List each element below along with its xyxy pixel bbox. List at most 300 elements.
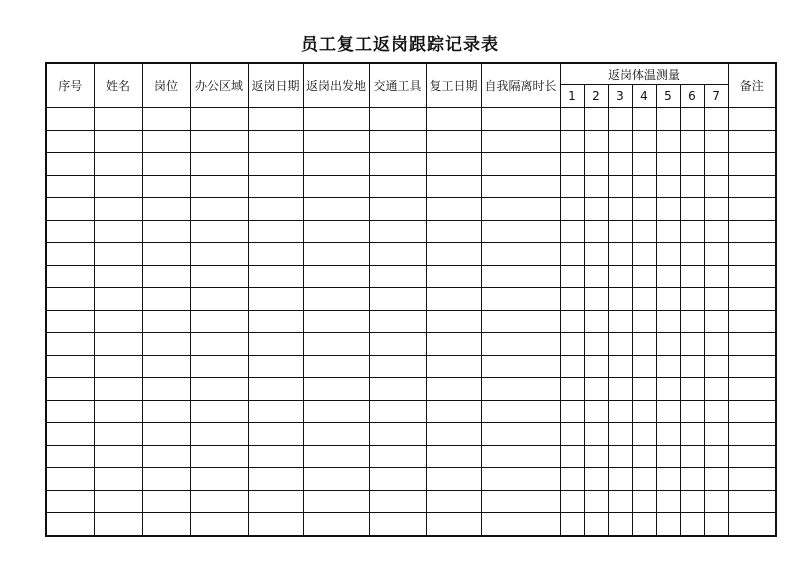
table-cell[interactable]: [94, 265, 142, 288]
table-cell[interactable]: [303, 153, 369, 176]
table-cell[interactable]: [142, 400, 190, 423]
table-cell[interactable]: [632, 243, 656, 266]
table-cell[interactable]: [608, 153, 632, 176]
table-cell[interactable]: [303, 490, 369, 513]
table-cell[interactable]: [46, 355, 94, 378]
table-cell[interactable]: [94, 333, 142, 356]
table-cell[interactable]: [584, 243, 608, 266]
table-cell[interactable]: [632, 265, 656, 288]
table-cell[interactable]: [190, 175, 248, 198]
table-cell[interactable]: [680, 175, 704, 198]
table-cell[interactable]: [426, 265, 481, 288]
table-cell[interactable]: [303, 108, 369, 131]
table-cell[interactable]: [190, 198, 248, 221]
table-cell[interactable]: [369, 220, 426, 243]
table-cell[interactable]: [303, 175, 369, 198]
table-cell[interactable]: [680, 130, 704, 153]
table-cell[interactable]: [303, 513, 369, 536]
table-cell[interactable]: [46, 108, 94, 131]
table-cell[interactable]: [728, 243, 776, 266]
table-cell[interactable]: [608, 175, 632, 198]
table-cell[interactable]: [190, 513, 248, 536]
table-cell[interactable]: [248, 513, 303, 536]
table-cell[interactable]: [632, 423, 656, 446]
table-cell[interactable]: [632, 378, 656, 401]
table-cell[interactable]: [190, 220, 248, 243]
table-cell[interactable]: [248, 265, 303, 288]
table-cell[interactable]: [656, 355, 680, 378]
table-cell[interactable]: [142, 108, 190, 131]
table-cell[interactable]: [728, 378, 776, 401]
table-cell[interactable]: [481, 513, 560, 536]
table-cell[interactable]: [608, 243, 632, 266]
table-cell[interactable]: [190, 355, 248, 378]
table-cell[interactable]: [632, 333, 656, 356]
table-cell[interactable]: [632, 130, 656, 153]
table-cell[interactable]: [94, 445, 142, 468]
table-cell[interactable]: [704, 243, 728, 266]
table-cell[interactable]: [94, 423, 142, 446]
table-cell[interactable]: [560, 310, 584, 333]
table-cell[interactable]: [190, 333, 248, 356]
table-cell[interactable]: [584, 130, 608, 153]
table-cell[interactable]: [190, 400, 248, 423]
table-cell[interactable]: [704, 445, 728, 468]
table-cell[interactable]: [680, 513, 704, 536]
table-cell[interactable]: [680, 243, 704, 266]
table-cell[interactable]: [481, 198, 560, 221]
table-cell[interactable]: [608, 108, 632, 131]
table-cell[interactable]: [303, 243, 369, 266]
table-cell[interactable]: [608, 355, 632, 378]
table-cell[interactable]: [426, 378, 481, 401]
table-cell[interactable]: [426, 220, 481, 243]
table-cell[interactable]: [248, 423, 303, 446]
table-cell[interactable]: [656, 130, 680, 153]
table-cell[interactable]: [560, 423, 584, 446]
table-cell[interactable]: [584, 400, 608, 423]
table-cell[interactable]: [584, 445, 608, 468]
table-cell[interactable]: [560, 378, 584, 401]
table-cell[interactable]: [481, 265, 560, 288]
table-cell[interactable]: [704, 513, 728, 536]
table-cell[interactable]: [481, 243, 560, 266]
table-cell[interactable]: [248, 468, 303, 491]
table-cell[interactable]: [608, 333, 632, 356]
table-cell[interactable]: [560, 468, 584, 491]
table-cell[interactable]: [584, 198, 608, 221]
table-cell[interactable]: [632, 198, 656, 221]
table-cell[interactable]: [728, 288, 776, 311]
table-cell[interactable]: [656, 108, 680, 131]
table-cell[interactable]: [656, 310, 680, 333]
table-cell[interactable]: [560, 175, 584, 198]
table-cell[interactable]: [426, 400, 481, 423]
table-cell[interactable]: [656, 423, 680, 446]
table-cell[interactable]: [632, 490, 656, 513]
table-cell[interactable]: [248, 175, 303, 198]
table-cell[interactable]: [46, 175, 94, 198]
table-cell[interactable]: [426, 108, 481, 131]
table-cell[interactable]: [560, 355, 584, 378]
table-cell[interactable]: [369, 378, 426, 401]
table-cell[interactable]: [46, 265, 94, 288]
table-cell[interactable]: [608, 468, 632, 491]
table-cell[interactable]: [190, 108, 248, 131]
table-cell[interactable]: [680, 333, 704, 356]
table-cell[interactable]: [142, 355, 190, 378]
table-cell[interactable]: [426, 310, 481, 333]
table-cell[interactable]: [728, 400, 776, 423]
table-cell[interactable]: [369, 153, 426, 176]
table-cell[interactable]: [190, 153, 248, 176]
table-cell[interactable]: [481, 423, 560, 446]
table-cell[interactable]: [680, 378, 704, 401]
table-cell[interactable]: [142, 265, 190, 288]
table-cell[interactable]: [94, 288, 142, 311]
table-cell[interactable]: [584, 220, 608, 243]
table-cell[interactable]: [608, 220, 632, 243]
table-cell[interactable]: [94, 153, 142, 176]
table-cell[interactable]: [656, 243, 680, 266]
table-cell[interactable]: [632, 220, 656, 243]
table-cell[interactable]: [656, 265, 680, 288]
table-cell[interactable]: [426, 198, 481, 221]
table-cell[interactable]: [142, 288, 190, 311]
table-cell[interactable]: [46, 130, 94, 153]
table-cell[interactable]: [608, 423, 632, 446]
table-cell[interactable]: [584, 355, 608, 378]
table-cell[interactable]: [426, 333, 481, 356]
table-cell[interactable]: [46, 445, 94, 468]
table-cell[interactable]: [94, 243, 142, 266]
table-cell[interactable]: [303, 220, 369, 243]
table-cell[interactable]: [481, 310, 560, 333]
table-cell[interactable]: [728, 513, 776, 536]
table-cell[interactable]: [190, 378, 248, 401]
table-cell[interactable]: [190, 423, 248, 446]
table-cell[interactable]: [584, 108, 608, 131]
table-cell[interactable]: [704, 355, 728, 378]
table-cell[interactable]: [584, 423, 608, 446]
table-cell[interactable]: [369, 198, 426, 221]
table-cell[interactable]: [303, 378, 369, 401]
table-cell[interactable]: [704, 490, 728, 513]
table-cell[interactable]: [369, 175, 426, 198]
table-cell[interactable]: [426, 468, 481, 491]
table-cell[interactable]: [369, 288, 426, 311]
table-cell[interactable]: [46, 153, 94, 176]
table-cell[interactable]: [369, 265, 426, 288]
table-cell[interactable]: [46, 490, 94, 513]
table-cell[interactable]: [248, 243, 303, 266]
table-cell[interactable]: [728, 468, 776, 491]
table-cell[interactable]: [560, 220, 584, 243]
table-cell[interactable]: [303, 130, 369, 153]
table-cell[interactable]: [248, 378, 303, 401]
table-cell[interactable]: [584, 153, 608, 176]
table-cell[interactable]: [656, 333, 680, 356]
table-cell[interactable]: [426, 445, 481, 468]
table-cell[interactable]: [728, 130, 776, 153]
table-cell[interactable]: [46, 513, 94, 536]
table-cell[interactable]: [728, 220, 776, 243]
table-cell[interactable]: [584, 333, 608, 356]
table-cell[interactable]: [94, 378, 142, 401]
table-cell[interactable]: [680, 265, 704, 288]
table-cell[interactable]: [680, 220, 704, 243]
table-cell[interactable]: [704, 175, 728, 198]
table-cell[interactable]: [369, 490, 426, 513]
table-cell[interactable]: [248, 333, 303, 356]
table-cell[interactable]: [584, 265, 608, 288]
table-cell[interactable]: [94, 468, 142, 491]
table-cell[interactable]: [190, 130, 248, 153]
table-cell[interactable]: [190, 265, 248, 288]
table-cell[interactable]: [142, 333, 190, 356]
table-cell[interactable]: [481, 400, 560, 423]
table-cell[interactable]: [426, 423, 481, 446]
table-cell[interactable]: [656, 468, 680, 491]
table-cell[interactable]: [704, 220, 728, 243]
table-cell[interactable]: [608, 265, 632, 288]
table-cell[interactable]: [481, 490, 560, 513]
table-cell[interactable]: [584, 175, 608, 198]
table-cell[interactable]: [248, 445, 303, 468]
table-cell[interactable]: [608, 198, 632, 221]
table-cell[interactable]: [680, 355, 704, 378]
table-cell[interactable]: [728, 445, 776, 468]
table-cell[interactable]: [142, 153, 190, 176]
table-cell[interactable]: [190, 490, 248, 513]
table-cell[interactable]: [680, 310, 704, 333]
table-cell[interactable]: [632, 355, 656, 378]
table-cell[interactable]: [481, 130, 560, 153]
table-cell[interactable]: [481, 108, 560, 131]
table-cell[interactable]: [704, 153, 728, 176]
table-cell[interactable]: [426, 288, 481, 311]
table-cell[interactable]: [584, 288, 608, 311]
table-cell[interactable]: [303, 445, 369, 468]
table-cell[interactable]: [94, 490, 142, 513]
table-cell[interactable]: [704, 400, 728, 423]
table-cell[interactable]: [94, 220, 142, 243]
table-cell[interactable]: [560, 130, 584, 153]
table-cell[interactable]: [632, 400, 656, 423]
table-cell[interactable]: [481, 355, 560, 378]
table-cell[interactable]: [656, 198, 680, 221]
table-cell[interactable]: [632, 310, 656, 333]
table-cell[interactable]: [46, 288, 94, 311]
table-cell[interactable]: [142, 490, 190, 513]
table-cell[interactable]: [680, 108, 704, 131]
table-cell[interactable]: [560, 265, 584, 288]
table-cell[interactable]: [46, 243, 94, 266]
table-cell[interactable]: [481, 468, 560, 491]
table-cell[interactable]: [632, 108, 656, 131]
table-cell[interactable]: [560, 445, 584, 468]
table-cell[interactable]: [369, 468, 426, 491]
table-cell[interactable]: [680, 423, 704, 446]
table-cell[interactable]: [728, 310, 776, 333]
table-cell[interactable]: [303, 468, 369, 491]
table-cell[interactable]: [190, 310, 248, 333]
table-cell[interactable]: [560, 513, 584, 536]
table-cell[interactable]: [142, 378, 190, 401]
table-cell[interactable]: [248, 220, 303, 243]
table-cell[interactable]: [303, 400, 369, 423]
table-cell[interactable]: [608, 445, 632, 468]
table-cell[interactable]: [560, 288, 584, 311]
table-cell[interactable]: [46, 198, 94, 221]
table-cell[interactable]: [656, 153, 680, 176]
table-cell[interactable]: [656, 288, 680, 311]
table-cell[interactable]: [560, 490, 584, 513]
table-cell[interactable]: [560, 198, 584, 221]
table-cell[interactable]: [46, 333, 94, 356]
table-cell[interactable]: [369, 243, 426, 266]
table-cell[interactable]: [728, 333, 776, 356]
table-cell[interactable]: [728, 108, 776, 131]
table-cell[interactable]: [94, 198, 142, 221]
table-cell[interactable]: [303, 198, 369, 221]
table-cell[interactable]: [728, 265, 776, 288]
table-cell[interactable]: [704, 468, 728, 491]
table-cell[interactable]: [248, 288, 303, 311]
table-cell[interactable]: [608, 310, 632, 333]
table-cell[interactable]: [656, 490, 680, 513]
table-cell[interactable]: [142, 175, 190, 198]
table-cell[interactable]: [608, 400, 632, 423]
table-cell[interactable]: [481, 288, 560, 311]
table-cell[interactable]: [248, 400, 303, 423]
table-cell[interactable]: [142, 198, 190, 221]
table-cell[interactable]: [303, 355, 369, 378]
table-cell[interactable]: [632, 288, 656, 311]
table-cell[interactable]: [656, 445, 680, 468]
table-cell[interactable]: [632, 153, 656, 176]
table-cell[interactable]: [142, 445, 190, 468]
table-cell[interactable]: [94, 355, 142, 378]
table-cell[interactable]: [656, 220, 680, 243]
table-cell[interactable]: [608, 490, 632, 513]
table-cell[interactable]: [584, 378, 608, 401]
table-cell[interactable]: [584, 490, 608, 513]
table-cell[interactable]: [46, 310, 94, 333]
table-cell[interactable]: [426, 513, 481, 536]
table-cell[interactable]: [680, 490, 704, 513]
table-cell[interactable]: [481, 333, 560, 356]
table-cell[interactable]: [369, 333, 426, 356]
table-cell[interactable]: [728, 490, 776, 513]
table-cell[interactable]: [369, 400, 426, 423]
table-cell[interactable]: [680, 445, 704, 468]
table-cell[interactable]: [704, 423, 728, 446]
table-cell[interactable]: [426, 243, 481, 266]
table-cell[interactable]: [656, 513, 680, 536]
table-cell[interactable]: [560, 400, 584, 423]
table-cell[interactable]: [728, 355, 776, 378]
table-cell[interactable]: [94, 310, 142, 333]
table-cell[interactable]: [584, 468, 608, 491]
table-cell[interactable]: [248, 153, 303, 176]
table-cell[interactable]: [632, 445, 656, 468]
table-cell[interactable]: [46, 400, 94, 423]
table-cell[interactable]: [142, 423, 190, 446]
table-cell[interactable]: [190, 243, 248, 266]
table-cell[interactable]: [704, 198, 728, 221]
table-cell[interactable]: [142, 220, 190, 243]
table-cell[interactable]: [680, 153, 704, 176]
table-cell[interactable]: [481, 153, 560, 176]
table-cell[interactable]: [704, 130, 728, 153]
table-cell[interactable]: [584, 513, 608, 536]
table-cell[interactable]: [426, 153, 481, 176]
table-cell[interactable]: [426, 355, 481, 378]
table-cell[interactable]: [94, 513, 142, 536]
table-cell[interactable]: [608, 288, 632, 311]
table-cell[interactable]: [584, 310, 608, 333]
table-cell[interactable]: [142, 130, 190, 153]
table-cell[interactable]: [608, 513, 632, 536]
table-cell[interactable]: [426, 130, 481, 153]
table-cell[interactable]: [704, 288, 728, 311]
table-cell[interactable]: [248, 198, 303, 221]
table-cell[interactable]: [560, 333, 584, 356]
table-cell[interactable]: [190, 468, 248, 491]
table-cell[interactable]: [142, 513, 190, 536]
table-cell[interactable]: [560, 153, 584, 176]
table-cell[interactable]: [46, 468, 94, 491]
table-cell[interactable]: [142, 243, 190, 266]
table-cell[interactable]: [369, 108, 426, 131]
table-cell[interactable]: [369, 310, 426, 333]
table-cell[interactable]: [632, 175, 656, 198]
table-cell[interactable]: [608, 130, 632, 153]
table-cell[interactable]: [632, 513, 656, 536]
table-cell[interactable]: [680, 288, 704, 311]
table-cell[interactable]: [369, 513, 426, 536]
table-cell[interactable]: [142, 310, 190, 333]
table-cell[interactable]: [704, 310, 728, 333]
table-cell[interactable]: [704, 108, 728, 131]
table-cell[interactable]: [303, 333, 369, 356]
table-cell[interactable]: [704, 378, 728, 401]
table-cell[interactable]: [248, 490, 303, 513]
table-cell[interactable]: [680, 198, 704, 221]
table-cell[interactable]: [608, 378, 632, 401]
table-cell[interactable]: [142, 468, 190, 491]
table-cell[interactable]: [656, 400, 680, 423]
table-cell[interactable]: [560, 243, 584, 266]
table-cell[interactable]: [728, 175, 776, 198]
table-cell[interactable]: [656, 175, 680, 198]
table-cell[interactable]: [680, 400, 704, 423]
table-cell[interactable]: [704, 265, 728, 288]
table-cell[interactable]: [190, 445, 248, 468]
table-cell[interactable]: [426, 490, 481, 513]
table-cell[interactable]: [248, 130, 303, 153]
table-cell[interactable]: [369, 423, 426, 446]
table-cell[interactable]: [303, 288, 369, 311]
table-cell[interactable]: [94, 130, 142, 153]
table-cell[interactable]: [426, 175, 481, 198]
table-cell[interactable]: [560, 108, 584, 131]
table-cell[interactable]: [46, 378, 94, 401]
table-cell[interactable]: [248, 355, 303, 378]
table-cell[interactable]: [369, 130, 426, 153]
table-cell[interactable]: [680, 468, 704, 491]
